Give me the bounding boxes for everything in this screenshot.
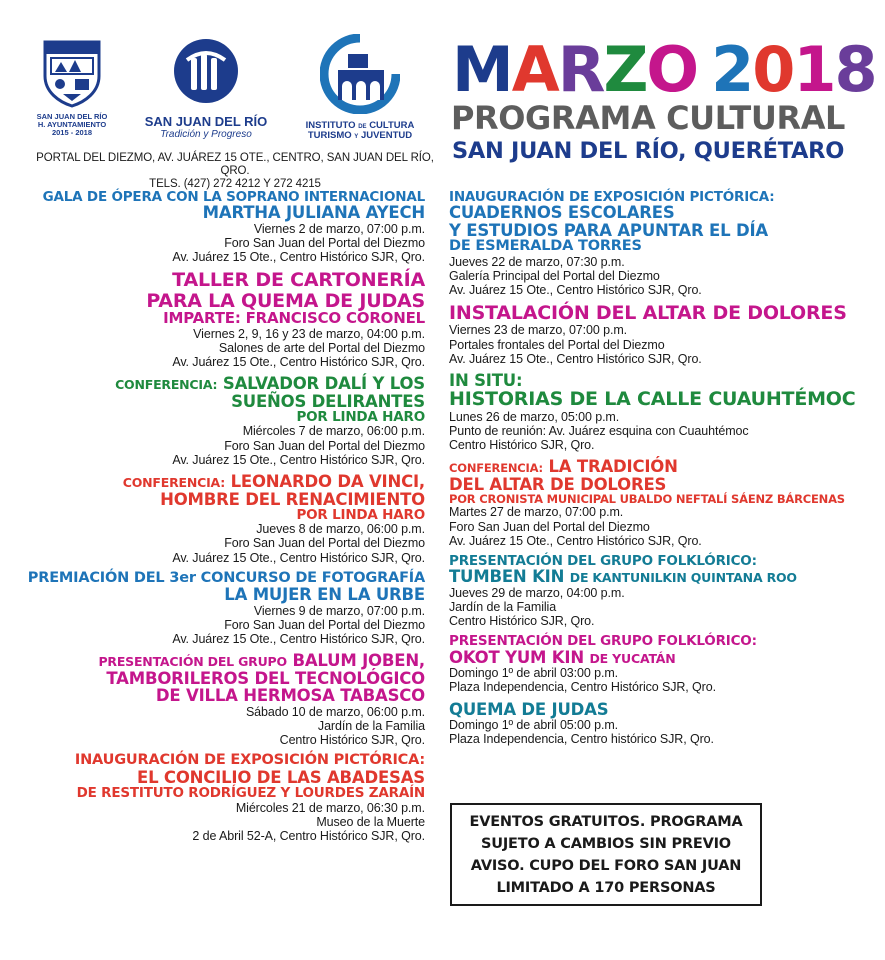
event-title: TALLER DE CARTONERÍA — [172, 269, 425, 292]
event-title-line — [20, 652, 425, 669]
event-title: HISTORIAS DE LA CALLE CUAUHTÉMOC — [449, 388, 856, 411]
event-heading: PREMIACIÓN DEL 3er CONCURSO DE FOTOGRAFÍA — [27, 569, 425, 586]
instituto-word-turismo: TURISMO — [307, 129, 352, 141]
event-date: Jueves 8 de marzo, 06:00 p.m. — [256, 522, 425, 537]
event-taller-cartoneria — [20, 270, 425, 369]
event-title: HOMBRE DEL RENACIMIENTO — [160, 489, 425, 509]
instituto-logo — [290, 34, 430, 141]
event-date: Martes 27 de marzo, 07:00 p.m. — [449, 505, 624, 520]
program-title: PROGRAMA CULTURAL — [450, 99, 846, 137]
event-venue: Salones de arte del Portal del Diezmo — [218, 340, 425, 355]
event-date: Jueves 22 de marzo, 07:30 p.m. — [449, 254, 625, 269]
instituto-word-cultura: CULTURA — [369, 120, 415, 131]
event-address: Av. Juárez 15 Ote., Centro Histórico SJR, Qro. — [172, 632, 425, 647]
notice-line: SUJETO A CAMBIOS SIN PREVIO — [481, 835, 731, 852]
event-title-line — [20, 375, 425, 392]
event-title: QUEMA DE JUDAS — [449, 699, 609, 719]
event-conferencia-da-vinci — [20, 473, 425, 565]
notice-line: LIMITADO A 170 PERSONAS — [496, 879, 716, 896]
event-altar-dolores — [449, 303, 869, 366]
instituto-word-juventud: JUVENTUD — [360, 129, 413, 141]
event-type: CONFERENCIA: — [122, 475, 226, 491]
event-address: Av. Juárez 15 Ote., Centro Histórico SJR, Qro. — [172, 452, 425, 467]
event-okot-yum-kin — [449, 634, 869, 694]
month-letter-o: O — [646, 33, 698, 106]
event-in-situ — [449, 372, 869, 452]
event-address: Centro Histórico SJR, Qro. — [279, 733, 425, 748]
event-artists: DE RESTITUTO RODRÍGUEZ Y LOURDES ZARAÍN — [76, 785, 425, 802]
event-heading: GALA DE ÓPERA CON LA SOPRANO INTERNACIONAL — [42, 189, 425, 205]
event-title: OKOT YUM KIN — [449, 647, 584, 667]
event-title: BALUM JOBEN, — [292, 651, 425, 671]
event-address: Av. Juárez 15 Ote., Centro Histórico SJR, Qro. — [449, 283, 702, 298]
event-venue: Plaza Independencia, Centro Histórico SJR, Qro. — [449, 680, 716, 695]
event-title: SUEÑOS DELIRANTES — [231, 391, 425, 411]
event-title: DEL ALTAR DE DOLORES — [449, 474, 667, 494]
coat-of-arms-icon — [41, 38, 103, 108]
instituto-line2 — [290, 131, 430, 141]
notice-line: AVISO. CUPO DEL FORO SAN JUAN — [470, 857, 742, 874]
event-address: 2 de Abril 52-A, Centro Histórico SJR, Qro. — [192, 828, 425, 843]
event-address: Centro Histórico SJR, Qro. — [449, 437, 595, 452]
event-conferencia-dali — [20, 375, 425, 467]
event-date: Sábado 10 de marzo, 06:00 p.m. — [245, 704, 425, 719]
event-address: Av. Juárez 15 Ote., Centro Histórico SJR, Qro. — [172, 250, 425, 265]
event-balum-joben — [20, 652, 425, 747]
sjr-logo — [136, 38, 276, 140]
event-artist: DE ESMERALDA TORRES — [449, 238, 642, 255]
event-quema-judas — [449, 701, 869, 747]
event-venue: Foro San Juan del Portal del Diezmo — [224, 617, 425, 632]
event-venue: Foro San Juan del Portal del Diezmo — [224, 536, 425, 551]
instituto-word-de: DE — [358, 124, 367, 130]
event-venue: Foro San Juan del Portal del Diezmo — [224, 235, 425, 250]
year-digit-1: 1 — [793, 33, 835, 106]
event-venue: Jardín de la Familia — [317, 719, 425, 733]
month-letter-r: R — [557, 33, 604, 106]
event-date: Miércoles 21 de marzo, 06:30 p.m. — [235, 800, 425, 815]
event-date: Miércoles 7 de marzo, 06:00 p.m. — [242, 424, 425, 439]
ayuntamiento-line3: 2015 - 2018 — [51, 127, 93, 137]
event-type: IN SITU: — [449, 370, 523, 390]
event-speaker: POR LINDA HARO — [296, 506, 425, 523]
phone-line: TELS. (427) 272 4212 Y 272 4215 — [149, 178, 321, 190]
month-letter-m: M — [452, 33, 512, 106]
event-heading: INAUGURACIÓN DE EXPOSICIÓN PICTÓRICA: — [74, 752, 425, 769]
event-address: Av. Juárez 15 Ote., Centro Histórico SJR, Qro. — [172, 550, 425, 565]
sjr-name: SAN JUAN DEL RÍO — [144, 114, 268, 129]
event-title: CUADERNOS ESCOLARES — [449, 203, 675, 223]
event-title: PARA LA QUEMA DE JUDAS — [146, 289, 425, 312]
event-cuadernos-escolares — [449, 190, 869, 297]
event-venue: Foro San Juan del Portal del Diezmo — [224, 438, 425, 453]
event-venue: Portales frontales del Portal del Diezmo — [449, 337, 665, 352]
event-title: INSTALACIÓN DEL ALTAR DE DOLORES — [449, 302, 847, 325]
event-date: Jueves 29 de marzo, 04:00 p.m. — [449, 585, 625, 600]
event-speaker: POR LINDA HARO — [296, 409, 425, 426]
event-address: Av. Juárez 15 Ote., Centro Histórico SJR, Qro. — [449, 351, 702, 366]
event-gala-opera — [20, 190, 425, 264]
event-date: Viernes 2 de marzo, 07:00 p.m. — [253, 221, 425, 236]
year-digit-2: 2 — [711, 33, 753, 106]
event-type: CONFERENCIA: — [449, 461, 543, 476]
event-venue: Plaza Independencia, Centro histórico SJR, Qro. — [449, 732, 714, 747]
ayuntamiento-logo — [34, 38, 110, 137]
event-title: MARTHA JULIANA AYECH — [202, 203, 425, 223]
instituto-building-icon — [320, 34, 400, 114]
event-venue: Punto de reunión: Av. Juárez esquina con Cuauhtémoc — [449, 423, 749, 438]
instituto-word-instituto: INSTITUTO — [305, 120, 356, 131]
event-heading: PRESENTACIÓN DEL GRUPO FOLKLÓRICO: — [449, 633, 757, 650]
event-address: Centro Histórico SJR, Qro. — [449, 614, 595, 629]
event-date: Lunes 26 de marzo, 05:00 p.m. — [449, 409, 620, 424]
notice-line: EVENTOS GRATUITOS. PROGRAMA — [469, 813, 743, 830]
event-venue: Museo de la Muerte — [316, 814, 425, 829]
event-date: Domingo 1º de abril 03:00 p.m. — [449, 666, 619, 681]
year-digit-0: 0 — [752, 33, 794, 106]
sjr-tagline: Tradición y Progreso — [160, 128, 252, 140]
event-conferencia-tradicion — [449, 458, 869, 548]
event-title: TAMBORILEROS DEL TECNOLÓGICO — [106, 668, 425, 688]
ayuntamiento-line2: H. AYUNTAMIENTO — [37, 119, 107, 129]
event-venue: Foro San Juan del Portal del Diezmo — [449, 519, 650, 534]
event-tumben-kin — [449, 554, 869, 628]
event-date: Viernes 2, 9, 16 y 23 de marzo, 04:00 p.m. — [193, 326, 425, 341]
event-venue: Galería Principal del Portal del Diezmo — [449, 268, 660, 283]
year-digit-8: 8 — [834, 33, 876, 106]
event-venue: Jardín de la Familia — [449, 599, 557, 614]
program-subtitle: SAN JUAN DEL RÍO, QUERÉTARO — [451, 138, 845, 164]
event-speaker: POR CRONISTA MUNICIPAL UBALDO NEFTALÍ SÁENZ BÁRCENAS — [449, 492, 845, 507]
left-column — [20, 190, 425, 849]
event-premiacion-fotografia — [20, 571, 425, 646]
event-title: LA TRADICIÓN — [548, 457, 678, 477]
event-title: LEONARDO DA VINCI, — [230, 472, 425, 492]
sjr-emblem-icon — [173, 38, 239, 104]
event-title: DE VILLA HERMOSA TABASCO — [155, 686, 425, 706]
ayuntamiento-line1: SAN JUAN DEL RÍO — [36, 112, 108, 121]
event-title-line — [20, 473, 425, 490]
address-block — [30, 152, 440, 191]
month-year-title — [452, 33, 876, 106]
event-title-line — [449, 649, 869, 666]
address-line: PORTAL DEL DIEZMO, AV. JUÁREZ 15 OTE., CENTRO, SAN JUAN DEL RÍO, QRO. — [36, 152, 434, 177]
month-letter-z: Z — [603, 33, 647, 106]
event-type: CONFERENCIA: — [115, 377, 218, 393]
event-origin: DE YUCATÁN — [589, 650, 676, 666]
event-title-line — [449, 458, 869, 475]
month-letter-a: A — [511, 33, 558, 106]
event-address: Av. Juárez 15 Ote., Centro Histórico SJR, Qro. — [449, 533, 702, 548]
event-date: Domingo 1º de abril 05:00 p.m. — [449, 718, 619, 733]
event-origin: DE KANTUNILKIN QUINTANA ROO — [569, 570, 797, 586]
event-instructor: IMPARTE: FRANCISCO CORONEL — [163, 308, 425, 327]
event-heading: PRESENTACIÓN DEL GRUPO FOLKLÓRICO: — [449, 552, 757, 569]
right-column — [449, 190, 869, 752]
event-date: Viernes 23 de marzo, 07:00 p.m. — [449, 323, 628, 338]
event-title: EL CONCILIO DE LAS ABADESAS — [137, 767, 425, 787]
free-events-notice — [450, 803, 762, 906]
event-address: Av. Juárez 15 Ote., Centro Histórico SJR, Qro. — [172, 354, 425, 369]
event-date: Viernes 9 de marzo, 07:00 p.m. — [253, 603, 425, 618]
event-type: PRESENTACIÓN DEL GRUPO — [98, 654, 287, 670]
event-title: LA MUJER EN LA URBE — [224, 585, 425, 605]
event-heading: INAUGURACIÓN DE EXPOSICIÓN PICTÓRICA: — [449, 189, 775, 205]
event-title-line — [449, 568, 869, 585]
event-title: Y ESTUDIOS PARA APUNTAR EL DÍA — [449, 220, 768, 240]
event-title: TUMBEN KIN — [449, 567, 565, 587]
instituto-word-y: Y — [354, 133, 359, 140]
event-title: SALVADOR DALÍ Y LOS — [222, 374, 425, 394]
event-concilio-abadesas — [20, 753, 425, 843]
